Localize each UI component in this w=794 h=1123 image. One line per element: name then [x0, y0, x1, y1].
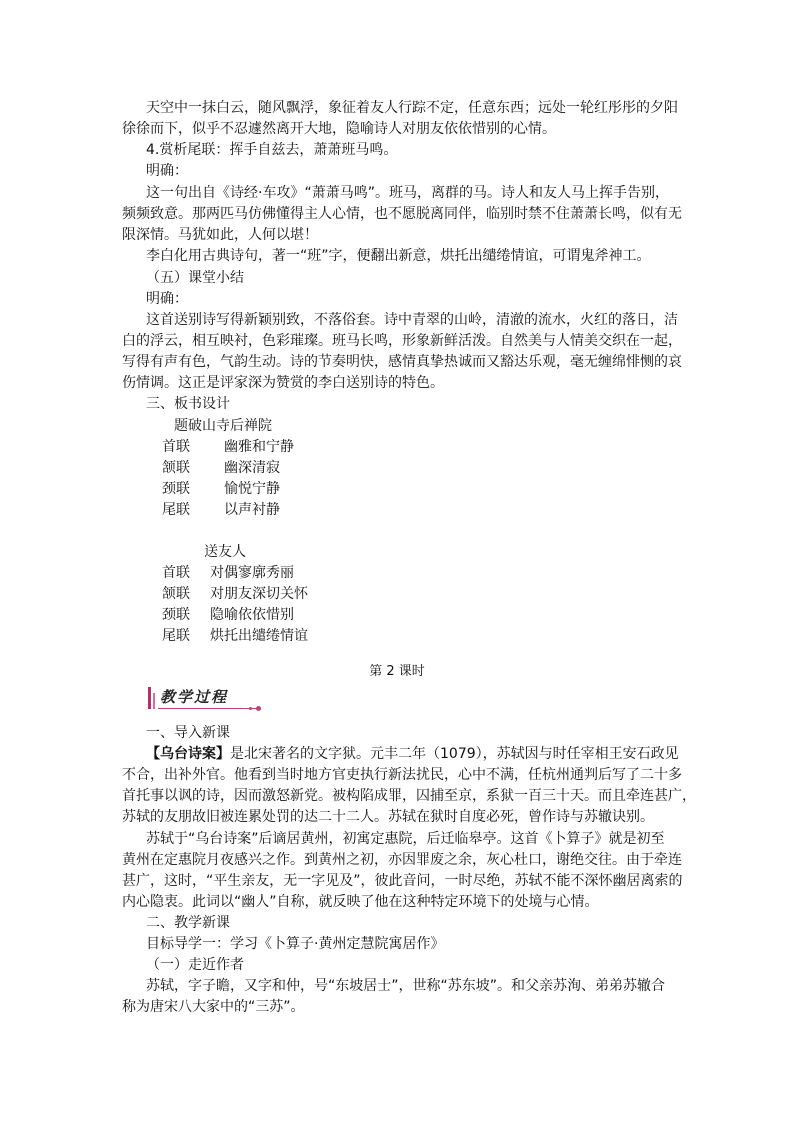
banner-dot-icon	[256, 706, 261, 711]
board-row-value: 隐喻依依惜别	[210, 607, 294, 623]
paragraph-line: 白的浮云，相互映衬，色彩璀璨。班马长鸣，形象新鲜活泼。自然美与人情美交织在一起，	[122, 333, 682, 349]
paragraph-line: 首托事以讽的诗，因而激怒新党。被构陷成罪，囚捕至京，系狱一百三十天。而且牵连甚广，	[122, 788, 696, 804]
board-row-key: 颔联	[162, 460, 190, 476]
paragraph-line: 甚广，这时，“平生亲友，无一字见及”，彼此音问，一时尽绝，苏轼不能不深怀幽居离索的	[122, 873, 683, 889]
board-row-key: 首联	[162, 565, 190, 581]
board-row-key: 尾联	[162, 628, 190, 644]
paragraph-line: 称为唐宋八大家中的“三苏”。	[122, 999, 305, 1015]
board-title: 题破山寺后禅院	[174, 418, 272, 434]
section-banner	[146, 685, 266, 713]
board-row-key: 颔联	[162, 586, 190, 602]
lesson-title: 第 2 课时	[369, 664, 425, 679]
board-row-key: 尾联	[162, 502, 190, 518]
paragraph-line: 限深情。马犹如此，人何以堪！	[122, 227, 318, 243]
paragraph-line: 内心隐衷。此词以“幽人”自称，就反映了他在这种特定环境下的处境与心情。	[122, 894, 599, 910]
board-row-key: 颈联	[162, 607, 190, 623]
paragraph-line: 苏轼于“乌台诗案”后谪居黄州，初寓定惠院，后迁临皋亭。这首《卜算子》就是初至	[146, 831, 665, 847]
term-wutai-poem-case: 【乌台诗案】	[146, 746, 230, 762]
section-banner-label: 教学过程	[160, 688, 229, 706]
paragraph-line	[146, 744, 679, 764]
heading-summary: （五）课堂小结	[146, 270, 244, 286]
board-row-value: 愉悦宁静	[224, 481, 280, 497]
paragraph-line: 这首送别诗写得新颖别致，不落俗套。诗中青翠的山岭，清澈的流水，火红的落日，洁	[146, 312, 678, 328]
paragraph-line: 不合，出补外官。他看到当时地方官吏执行新法扰民，心中不满，任杭州通判后写了二十多	[122, 767, 682, 783]
paragraph-line: 黄州在定惠院月夜感兴之作。到黄州之初，亦因罪废之余，灰心杜口，谢绝交往。由于牵连	[122, 852, 682, 868]
board-row-value: 以声衬静	[224, 502, 280, 518]
board-row-value: 对偶寥廓秀丽	[210, 565, 294, 581]
banner-bar-icon	[148, 687, 151, 709]
label-mingque: 明确：	[146, 291, 188, 307]
board-row-value: 对朋友深切关怀	[210, 586, 308, 602]
paragraph-line: 苏轼，字子瞻，又字和仲，号“东坡居士”，世称“苏东坡”。和父亲苏洵、弟弟苏辙合	[146, 978, 666, 994]
banner-dot-icon	[249, 707, 252, 710]
board-row-key: 颈联	[162, 481, 190, 497]
board-row-key: 首联	[162, 439, 190, 455]
board-row-value: 幽深清寂	[224, 460, 280, 476]
paragraph-text: 是北宋著名的文字狱。元丰二年（1079），苏轼因与时任宰相王安石政见	[230, 746, 679, 762]
paragraph-line: 写得有声有色，气韵生动。诗的节奏明快，感情真挚热诚而又豁达乐观，毫无缠绵悱恻的哀	[122, 354, 682, 370]
paragraph-line: 这一句出自《诗经·车攻》“萧萧马鸣”。班马，离群的马。诗人和友人马上挥手告别，	[146, 185, 669, 201]
paragraph-line: 苏轼的友朋故旧被连累处罚的达二十二人。苏轼在狱时自度必死，曾作诗与苏辙诀别。	[122, 809, 654, 825]
board-row-value: 幽雅和宁静	[224, 439, 294, 455]
heading-board-design: 三、板书设计	[146, 396, 230, 412]
board-title: 送友人	[204, 544, 246, 560]
paragraph-line: 天空中一抹白云，随风飘浮，象征着友人行踪不定，任意东西；远处一轮红彤彤的夕阳	[146, 100, 678, 116]
paragraph-line: 伤情调。这正是评家深为赞赏的李白送别诗的特色。	[122, 375, 444, 391]
paragraph-line: 频频致意。那两匹马仿佛懂得主人心情，也不愿脱离同伴，临别时禁不住萧萧长鸣，似有无	[122, 206, 682, 222]
label-mingque: 明确：	[146, 163, 188, 179]
paragraph-line: 李白化用古典诗句，著一“班”字，便翻出新意，烘托出缱绻情谊，可谓鬼斧神工。	[146, 248, 651, 264]
banner-underline	[158, 708, 258, 709]
heading-goal: 目标导学一：学习《卜算子·黄州定慧院寓居作》	[146, 936, 445, 952]
heading-new-lesson: 二、教学新课	[146, 915, 230, 931]
board-row-value: 烘托出缱绻情谊	[210, 628, 308, 644]
paragraph-line: 徐徐而下，似乎不忍遽然离开大地，隐喻诗人对朋友依依惜别的心情。	[122, 121, 556, 137]
heading-appreciation: 4.赏析尾联：挥手自兹去，萧萧班马鸣。	[146, 142, 398, 158]
heading-author: （一）走近作者	[146, 957, 244, 973]
heading-intro: 一、导入新课	[146, 725, 230, 741]
banner-bar-icon	[153, 693, 155, 709]
